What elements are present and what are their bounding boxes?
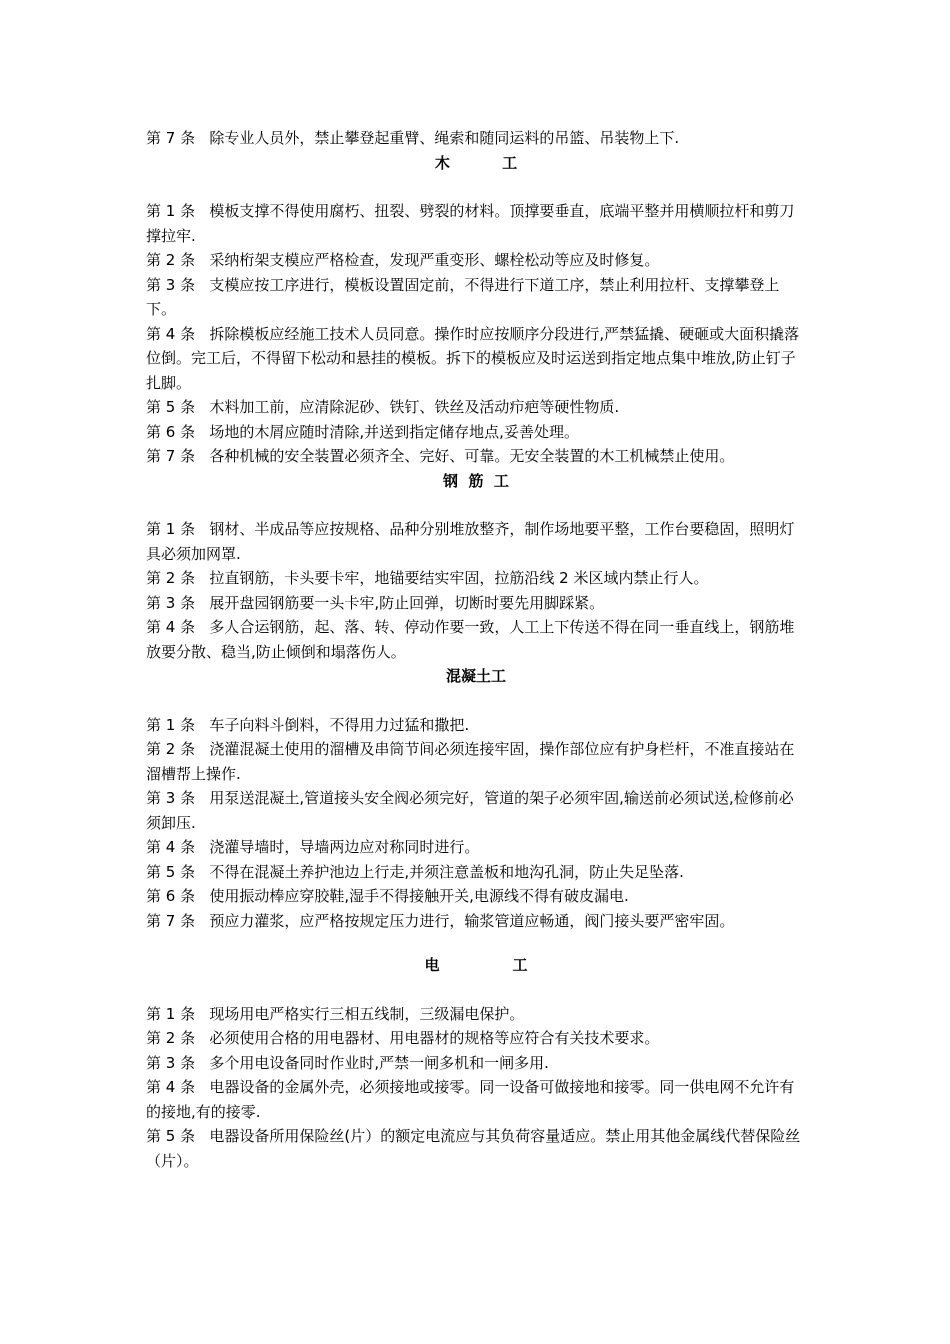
article-text: 支模应按工序进行，模板设置固定前，不得进行下道工序，禁止利用拉杆、支撑攀登上下。 (146, 275, 780, 318)
article (146, 1051, 806, 1076)
spacer (146, 493, 806, 517)
section-heading-rebar: 钢 筋 工 (443, 471, 509, 490)
article (146, 444, 806, 469)
article (146, 1002, 806, 1027)
article-label: 第 1 条 (146, 715, 196, 734)
article-text: 拉直钢筋，卡头要卡牢，地锚要结实牢固，拉筋沿线 2 米区域内禁止行人。 (209, 569, 709, 587)
article-label: 第 1 条 (146, 1004, 196, 1023)
article-text: 采纳桁架支模应严格检查，发现严重变形、螺栓松动等应及时修复。 (209, 251, 660, 269)
article (146, 566, 806, 591)
article-text: 电器设备的金属外壳，必须接地或接零。同一设备可做接地和接零。同一供电网不允许有的接地,有的接零. (146, 1078, 795, 1121)
article-text: 各种机械的安全装置必须齐全、完好、可靠。无安全装置的木工机械禁止使用。 (209, 447, 735, 465)
article-text: 电器设备所用保险丝(片）的额定电流应与其负荷容量适应。禁止用其他金属线代替保险丝（片）。 (146, 1127, 801, 1170)
article-label: 第 3 条 (146, 275, 196, 294)
article-text: 多个用电设备同时作业时,严禁一闸多机和一闸多用. (209, 1053, 549, 1072)
article (146, 420, 806, 445)
article (146, 909, 806, 934)
article-text: 钢材、半成品等应按规格、品种分别堆放整齐，制作场地要平整，工作台要稳固，照明灯具必须加网罩. (146, 520, 795, 563)
article (146, 1026, 806, 1051)
article-text: 场地的木屑应随时清除,并送到指定储存地点,妥善处理。 (209, 422, 579, 441)
article-text: 预应力灌浆，应严格按规定压力进行，输浆管道应畅通，阀门接头要严密牢固。 (209, 911, 735, 930)
article-text: 拆除模板应经施工技术人员同意。操作时应按顺序分段进行,严禁猛撬、硬砸或大面积撬落位倒。完工后，不得留下松动和悬挂的模板。拆下的模板应及时运送到指定地点集中堆放,防止钉子扎脚。 (146, 324, 800, 392)
article-text: 使用振动棒应穿胶鞋,湿手不得接触开关,电源线不得有破皮漏电. (209, 887, 629, 905)
spacer (146, 175, 806, 199)
article-text: 车子向料斗倒料，不得用力过猛和撒把. (209, 715, 470, 734)
article (146, 786, 806, 835)
article-label: 第 5 条 (146, 398, 196, 416)
article-text: 用泵送混凝土,管道接头安全阀必须完好，管道的架子必须牢固,输送前必须试送,检修前必须卸压. (146, 789, 794, 832)
article-label: 第 2 条 (146, 251, 196, 269)
article-label: 第 4 条 (146, 1078, 196, 1096)
article-label: 第 2 条 (146, 740, 196, 758)
article-label: 第 2 条 (146, 1029, 196, 1047)
article-text: 木料加工前，应清除泥砂、铁钉、铁丝及活动疖疤等硬性物质. (209, 398, 620, 416)
intro-article (146, 126, 806, 151)
article-text: 除专业人员外，禁止攀登起重臂、绳索和随同运料的吊篮、吊装物上下. (209, 129, 680, 147)
article-label: 第 7 条 (146, 911, 196, 930)
article-label: 第 4 条 (146, 324, 196, 343)
article-text: 不得在混凝土养护池边上行走,并须注意盖板和地沟孔洞，防止失足坠落. (209, 862, 684, 881)
article-text: 多人合运钢筋，起、落、转、停动作要一致，人工上下传送不得在同一垂直线上，钢筋堆放要分散、稳当,防止倾倒和塌落伤人。 (146, 618, 795, 661)
article (146, 1124, 806, 1173)
article (146, 1075, 806, 1124)
section-heading-carpentry: 木 工 (434, 153, 518, 172)
article-text: 必须使用合格的用电器材、用电器材的规格等应符合有关技术要求。 (209, 1029, 660, 1047)
spacer (146, 933, 806, 953)
spacer (146, 689, 806, 713)
article (146, 713, 806, 738)
article-text: 浇灌导墙时，导墙两边应对称同时进行。 (209, 838, 480, 856)
article-label: 第 3 条 (146, 593, 196, 612)
article (146, 860, 806, 885)
article (146, 737, 806, 786)
article-label: 第 1 条 (146, 202, 196, 220)
article (146, 395, 806, 420)
article-text: 浇灌混凝土使用的溜槽及串筒节间必须连接牢固，操作部位应有护身栏杆，不准直接站在溜槽帮上操作. (146, 740, 795, 783)
article-label: 第 6 条 (146, 887, 196, 905)
article (146, 273, 806, 322)
article (146, 322, 806, 396)
article-label: 第 3 条 (146, 789, 196, 807)
article (146, 517, 806, 566)
article-label: 第 2 条 (146, 569, 196, 587)
section-heading-concrete: 混凝土工 (445, 667, 506, 685)
article-text: 展开盘园钢筋要一头卡牢,防止回弹，切断时要先用脚踩紧。 (209, 593, 605, 612)
article-label: 第 1 条 (146, 520, 196, 538)
document-body (146, 126, 806, 1173)
article-label: 第 5 条 (146, 1127, 196, 1145)
article (146, 615, 806, 664)
spacer (146, 978, 806, 1002)
article-label: 第 3 条 (146, 1053, 196, 1072)
article-text: 现场用电严格实行三相五线制，三级漏电保护。 (209, 1004, 525, 1023)
article (146, 884, 806, 909)
article (146, 835, 806, 860)
article-label: 第 4 条 (146, 838, 196, 856)
article (146, 248, 806, 273)
article-label: 第 7 条 (146, 447, 196, 465)
article-label: 第 4 条 (146, 618, 196, 636)
article-label: 第 7 条 (146, 129, 196, 147)
section-heading-electrician: 电 工 (424, 956, 528, 974)
article-label: 第 6 条 (146, 422, 196, 441)
article (146, 591, 806, 616)
article (146, 199, 806, 248)
article-label: 第 5 条 (146, 862, 196, 881)
article-text: 模板支撑不得使用腐朽、扭裂、劈裂的材料。顶撑要垂直，底端平整并用横顺拉杆和剪刀撑拉牢. (146, 202, 795, 245)
